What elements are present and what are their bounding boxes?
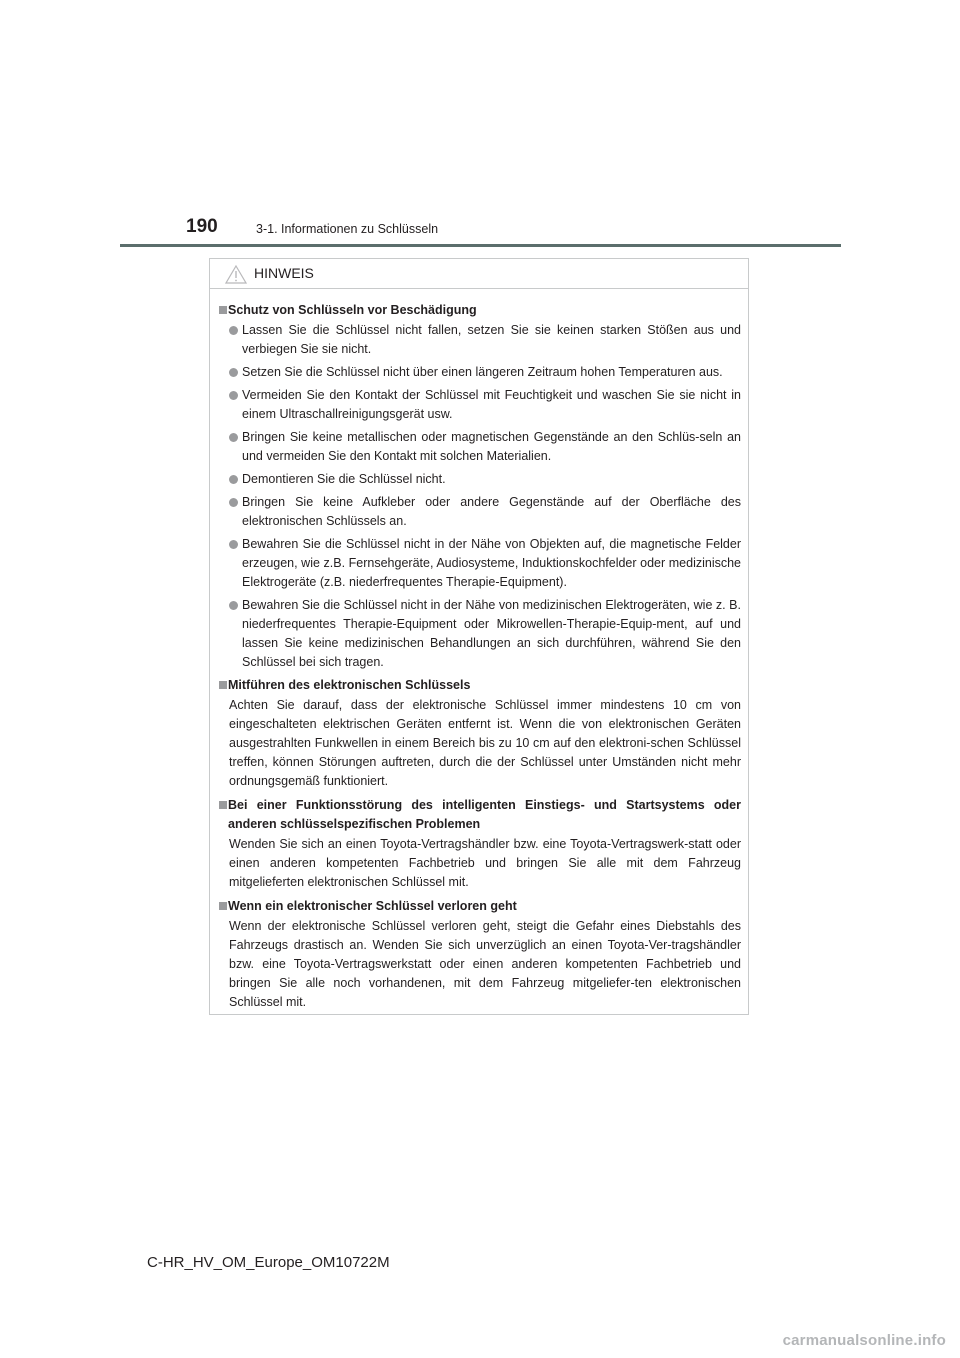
square-bullet-icon [219,681,227,689]
section-heading [218,796,741,834]
list-item-text: Bewahren Sie die Schlüssel nicht in der Nähe von Objekten auf, die magnetische Felder erzeugen, wie z.B. Fernsehgeräte, Audiosysteme, Induktionskochfelder oder medizinische Elektrogeräte (z.B. niederfrequentes Therapie-Equipment). [242,537,741,589]
section-heading-text: Bei einer Funktionsstörung des intelligenten Einstiegs- und Startsystems oder anderen schlüsselspezifischen Problemen [228,798,741,831]
notice-label: HINWEIS [254,265,314,281]
round-bullet-icon [229,475,238,484]
notice-body [210,289,748,1012]
section-heading [218,676,741,695]
list-item [218,321,741,359]
section-heading-text: Mitführen des elektronischen Schlüssels [228,678,471,692]
list-item [218,596,741,672]
section-title: 3-1. Informationen zu Schlüsseln [256,222,439,236]
section-heading-text: Schutz von Schlüsseln vor Beschädigung [228,303,477,317]
page-number: 190 [186,216,218,237]
round-bullet-icon [229,326,238,335]
section-paragraph: Wenn der elektronische Schlüssel verloren geht, steigt die Gefahr eines Diebstahls des Fahrzeugs drastisch an. Wenden Sie sich unverzüglich an einen Toyota-Ver-tragshändler bzw. eine Toyota-Vertragswerkstatt oder einen anderen kompetenten Fachbetrieb und bringen Sie alle noch vorhandenen, mit dem Fahrzeug mitgeliefer-ten elektronischen Schlüssel mit. [229,919,741,1009]
round-bullet-icon [229,433,238,442]
round-bullet-icon [229,540,238,549]
section-heading [218,301,741,320]
section-heading-text: Wenn ein elektronischer Schlüssel verloren geht [228,899,517,913]
list-item-text: Bringen Sie keine Aufkleber oder andere Gegenstände auf der Oberfläche des elektronischen Schlüssels an. [242,495,741,528]
notice-box [209,258,749,1015]
section-paragraph: Achten Sie darauf, dass der elektronische Schlüssel immer mindestens 10 cm von eingeschalteten elektrischen Geräten entfernt ist. Wenn die von elektronischen Geräten ausgestrahlten Funkwellen in einem Bereich bis zu 10 cm auf den elektroni-schen Schlüssel treffen, können Störungen auftreten, durch die der Schlüssel unter Umständen nicht mehr ordnungsgemäß funktioniert. [229,698,741,788]
round-bullet-icon [229,368,238,377]
watermark: carmanualsonline.info [782,1332,946,1349]
round-bullet-icon [229,601,238,610]
list-item-text: Vermeiden Sie den Kontakt der Schlüssel mit Feuchtigkeit und waschen Sie sie nicht in einem Ultraschallreinigungsgerät usw. [242,388,741,421]
warning-triangle-icon [225,265,247,284]
section-paragraph: Wenden Sie sich an einen Toyota-Vertragshändler bzw. eine Toyota-Vertragswerk-statt oder einen anderen kompetenten Fachbetrieb und bringen Sie alle mit dem Fahrzeug mitgelieferten elektronischen Schlüssel mit. [229,837,741,889]
section-heading [218,897,741,916]
list-item-text: Lassen Sie die Schlüssel nicht fallen, setzen Sie sie keinen starken Stößen aus und verbiegen Sie sie nicht. [242,323,741,356]
notice-header [210,259,748,289]
square-bullet-icon [219,306,227,314]
square-bullet-icon [219,801,227,809]
list-item-text: Setzen Sie die Schlüssel nicht über einen längeren Zeitraum hohen Temperaturen aus. [242,365,723,379]
round-bullet-icon [229,391,238,400]
list-item [218,470,741,489]
list-item [218,363,741,382]
square-bullet-icon [219,902,227,910]
document-code: C-HR_HV_OM_Europe_OM10722M [147,1254,390,1271]
list-item [218,428,741,466]
round-bullet-icon [229,498,238,507]
list-item-text: Bringen Sie keine metallischen oder magnetischen Gegenstände an den Schlüs-seln an und vermeiden Sie den Kontakt mit solchen Materialien. [242,430,741,463]
list-item [218,493,741,531]
list-item [218,386,741,424]
list-item [218,535,741,592]
list-item-text: Demontieren Sie die Schlüssel nicht. [242,472,446,486]
header-divider [120,244,841,247]
list-item-text: Bewahren Sie die Schlüssel nicht in der Nähe von medizinischen Elektrogeräten, wie z. B. niederfrequentes Therapie-Equipment oder Mikrowellen-Therapie-Equip-ment, auf und lassen Sie keine medizinischen Behandlungen an sich durchführen, während Sie den Schlüssel bei sich tragen. [242,598,741,669]
